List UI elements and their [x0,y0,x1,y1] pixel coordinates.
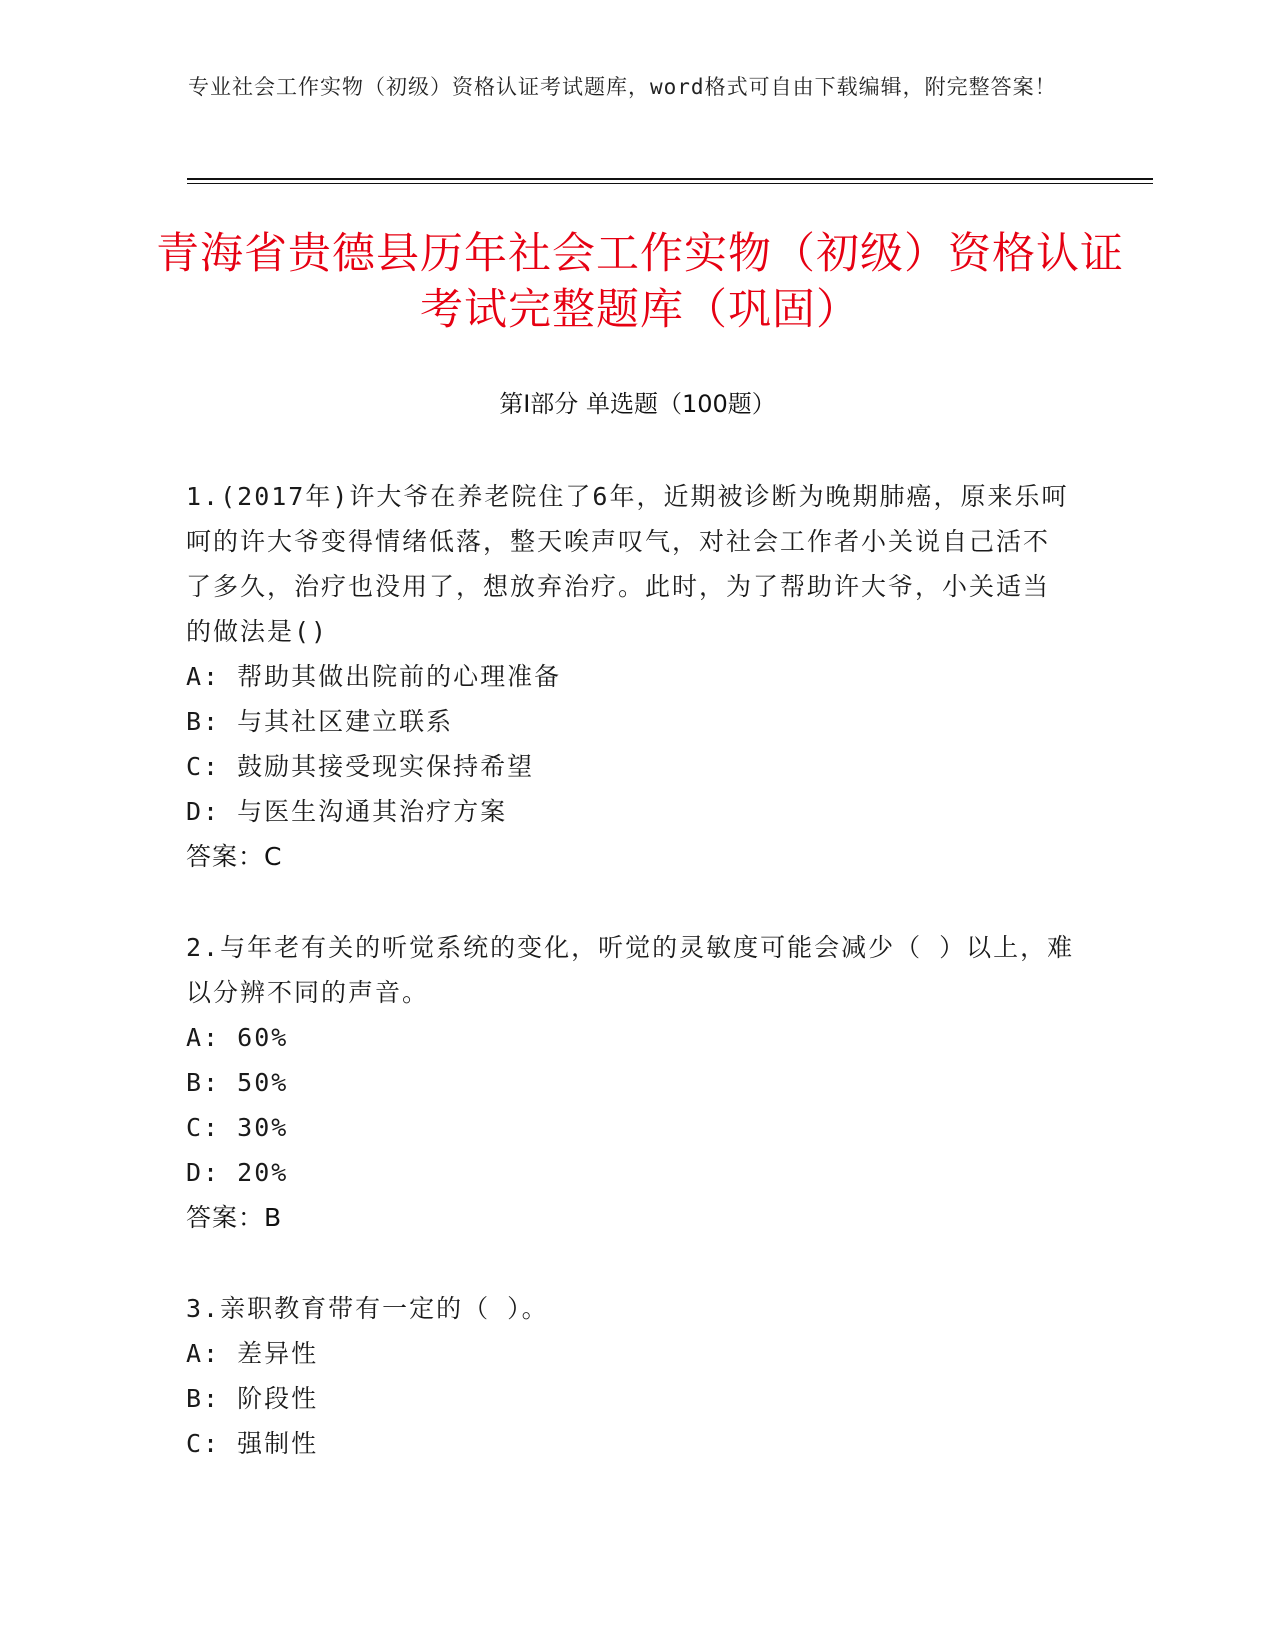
option-a: A: 差异性 [186,1339,319,1368]
option-c: C: 鼓励其接受现实保持希望 [186,752,535,781]
answer-line: 答案：B [186,1203,283,1232]
answer-line: 答案：C [186,842,283,871]
question-item [186,925,1076,1240]
document-header-note: 专业社会工作实物（初级）资格认证考试题库，word格式可自由下载编辑，附完整答案！ [188,75,1057,99]
question-item [186,1286,1076,1466]
option-c: C: 强制性 [186,1429,319,1458]
question-stem: 3.亲职教育带有一定的（ ）。 [186,1294,549,1323]
question-stem: 2.与年老有关的听觉系统的变化，听觉的灵敏度可能会减少（ ）以上，难以分辨不同的声音。 [186,933,1075,1007]
document-title: 青海省贵德县历年社会工作实物（初级）资格认证考试完整题库（巩固） [156,229,1124,335]
question-stem: 1.(2017年)许大爷在养老院住了6年，近期被诊断为晚期肺癌，原来乐呵呵的许大爷变得情绪低落，整天唉声叹气，对社会工作者小关说自己活不了多久，治疗也没用了，想放弃治疗。此时，为了帮助许大爷，小关适当的做法是() [186,482,1069,646]
option-d: D: 与医生沟通其治疗方案 [186,797,508,826]
option-c: C: 30% [186,1113,289,1142]
question-item [186,474,1076,879]
question-list [186,474,1076,1512]
option-b: B: 与其社区建立联系 [186,707,454,736]
option-d: D: 20% [186,1158,289,1187]
header-rule-thin [187,183,1153,184]
option-b: B: 阶段性 [186,1384,319,1413]
option-b: B: 50% [186,1068,289,1097]
option-a: A: 帮助其做出院前的心理准备 [186,662,562,691]
option-a: A: 60% [186,1023,289,1052]
section-heading: 第Ⅰ部分 单选题（100题） [499,390,776,418]
header-rule-thick [187,178,1153,180]
